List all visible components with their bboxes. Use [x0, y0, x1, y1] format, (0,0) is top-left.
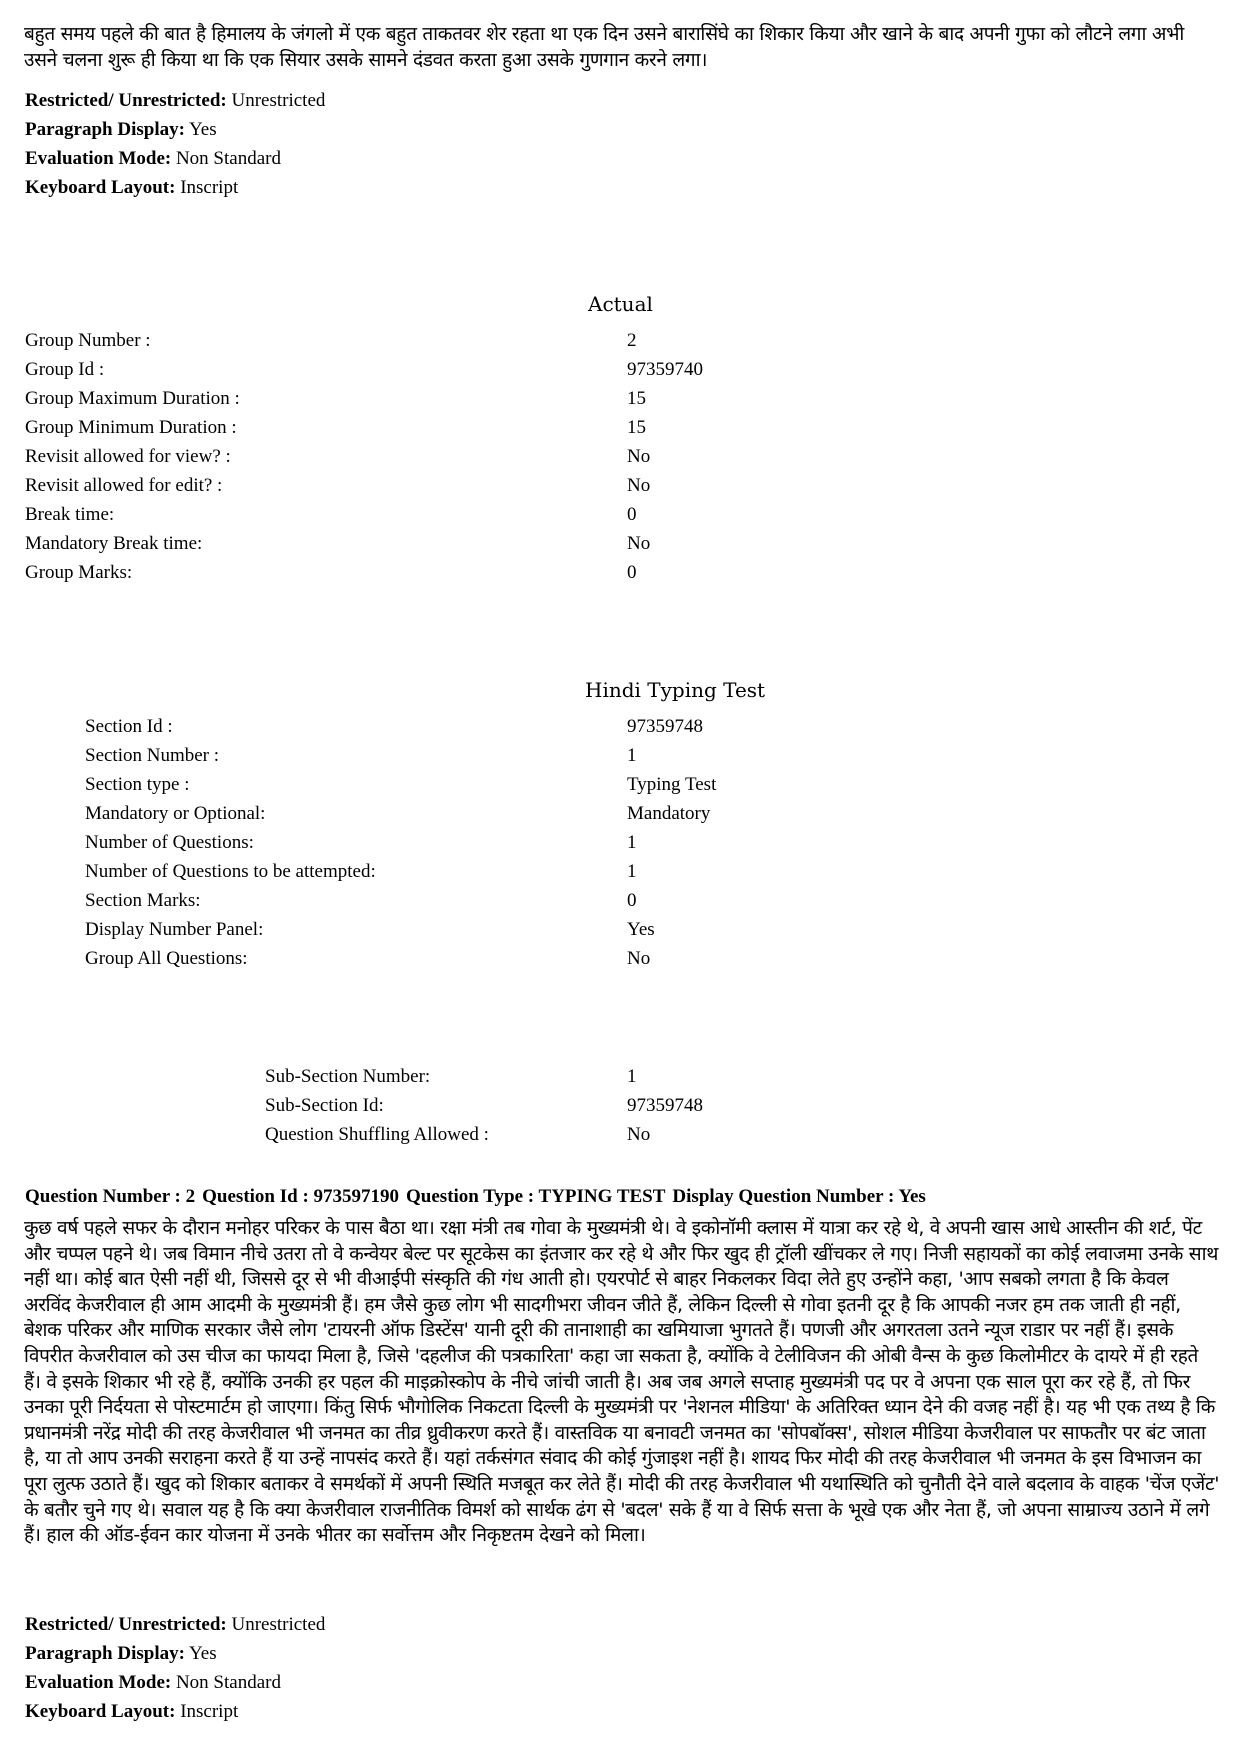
detail-row	[85, 770, 985, 799]
paragraph-display-label: Paragraph Display:	[25, 119, 185, 140]
question-header	[25, 1186, 933, 1208]
typing-passage-2: कुछ वर्ष पहले सफर के दौरान मनोहर परिकर के पास बैठा था। रक्षा मंत्री तब गोवा के मुख्यमंत्री थे। वे इकोनॉमी क्लास में यात्रा कर रहे थे, वे अपनी खास आधे आस्तीन की शर्ट, पेंट और चप्पल पहने थे। जब विमान नीचे उतरा तो वे कन्वेयर बेल्ट पर सूटकेस का इंतजार कर रहे थे और फिर खुद ही ट्रॉली खींचकर ले गए। निजी सहायकों का कोई लवाजमा उनके साथ नहीं था। कोई बात ऐसी नहीं थी, जिससे दूर से भी वीआईपी संस्कृति की गंध आती हो। एयरपोर्ट से बाहर निकलकर विदा लेते हुए उन्होंने कहा, 'आप सबको लगता है कि केवल अरविंद केजरीवाल ही आम आदमी के मुख्यमंत्री हैं। हम जैसे कुछ लोग भी सादगीभरा जीवन जीते हैं, लेकिन दिल्ली से गोवा इतनी दूर है कि आपकी नजर हम तक जाती ही नहीं, बेशक परिकर और माणिक सरकार जैसे लोग 'टायरनी ऑफ डिस्टेंस' यानी दूरी की तानाशाही का खमियाजा भुगतते हैं। पणजी और अगरतला उतने न्यूज राडार पर नहीं हैं। इसके विपरीत केजरीवाल को उस चीज का फायदा मिला है, जिसे 'दहलीज की पत्रकारिता' कहा जा सकता है, क्योंकि वे टेलीविजन की ओबी वैन्स के कुछ किलोमीटर के दायरे में ही रहते हैं। वे इसके शिकार भी रहे हैं, क्योंकि उनकी हर पहल की माइक्रोस्कोप के नीचे जांची जाती है। अब जब अगले सप्ताह मुख्यमंत्री पद पर वे अपना एक साल पूरा कर रहे हैं, तो फिर उनका पूरी निर्दयता से पोस्टमार्टम हो जाएगा। किंतु सिर्फ भौगोलिक निकटता दिल्ली के मुख्यमंत्री पर 'नेशनल मीडिया' के अतिरिक्त ध्यान देने की वजह नहीं है। यह भी एक तथ्य है कि प्रधानमंत्री नरेंद्र मोदी की तरह केजरीवाल भी जनमत का तीव्र ध्रुवीकरण करते हैं। वास्तविक या बनावटी जनमत का 'सोपबॉक्स', सोशल मीडिया केजरीवाल पर साफतौर पर बंट जाता है, या तो आप उनकी सराहना करते हैं या उन्हें नापसंद करते हैं। यहां तर्कसंगत संवाद की कोई गुंजाइश नहीं है। शायद फिर मोदी की तरह केजरीवाल भी जनमत के इस विभाजन का पूरा लुत्फ उठाते हैं। खुद को शिकार बताकर वे समर्थकों में अपनी स्थिति मजबूत कर लेते हैं। मोदी की तरह केजरीवाल भी यथास्थिति को चुनौती देने वाले बदलाव के वाहक 'चेंज एजेंट' के बतौर चुने गए थे। सवाल यह है कि क्या केजरीवाल राजनीतिक विमर्श को सार्थक ढंग से 'बदल' सके हैं या वे सिर्फ सत्ता के भूखे एक और नेता हैं, जो अपना साम्राज्य उठाने में लगे हैं। हाल की ऑड-ईवन कार योजना में उनके भीतर का सर्वोत्तम और निकृष्टतम देखने को मिला।	[24, 1217, 1220, 1547]
restricted-value: Unrestricted	[231, 1614, 326, 1635]
evaluation-mode-row	[25, 144, 325, 173]
detail-value: 2	[627, 330, 637, 351]
detail-row	[85, 799, 985, 828]
detail-value: 97359748	[627, 1095, 703, 1116]
question-number: Question Number : 2	[25, 1186, 196, 1207]
restricted-row	[25, 1610, 325, 1639]
question-id: Question Id : 973597190	[202, 1186, 400, 1207]
detail-label: Break time:	[25, 504, 115, 525]
detail-row	[85, 915, 985, 944]
keyboard-layout-value: Inscript	[180, 1701, 239, 1722]
detail-value: No	[627, 948, 651, 969]
detail-label: Group Minimum Duration :	[25, 417, 237, 438]
keyboard-layout-value: Inscript	[180, 177, 239, 198]
detail-label: Revisit allowed for view? :	[25, 446, 231, 467]
detail-value: Mandatory	[627, 803, 711, 824]
detail-value: No	[627, 1124, 651, 1145]
detail-row	[25, 442, 925, 471]
section-heading: Hindi Typing Test	[585, 678, 766, 702]
detail-row	[85, 857, 985, 886]
passage-2-settings	[25, 1610, 325, 1726]
detail-row	[85, 712, 985, 741]
detail-value: Yes	[627, 919, 655, 940]
detail-value: 97359748	[627, 716, 703, 737]
detail-row	[265, 1062, 965, 1091]
detail-label: Section Id :	[85, 716, 173, 737]
restricted-row	[25, 86, 325, 115]
paragraph-display-row	[25, 1639, 325, 1668]
keyboard-layout-label: Keyboard Layout:	[25, 177, 176, 198]
detail-value: 0	[627, 890, 637, 911]
detail-label: Number of Questions to be attempted:	[85, 861, 376, 882]
detail-value: 1	[627, 745, 637, 766]
detail-row	[25, 326, 925, 355]
passage-1-settings	[25, 86, 325, 202]
detail-label: Sub-Section Id:	[265, 1095, 384, 1116]
detail-label: Group Maximum Duration :	[25, 388, 240, 409]
detail-value: 97359740	[627, 359, 703, 380]
detail-label: Mandatory or Optional:	[85, 803, 266, 824]
detail-label: Section Number :	[85, 745, 220, 766]
detail-label: Display Number Panel:	[85, 919, 264, 940]
detail-label: Section type :	[85, 774, 190, 795]
restricted-label: Restricted/ Unrestricted:	[25, 1614, 227, 1635]
evaluation-mode-value: Non Standard	[175, 1672, 281, 1693]
display-question-number: Display Question Number : Yes	[672, 1186, 926, 1207]
detail-value: 1	[627, 832, 637, 853]
detail-value: 0	[627, 504, 637, 525]
detail-row	[25, 413, 925, 442]
question-type: Question Type : TYPING TEST	[406, 1186, 666, 1207]
detail-value: 1	[627, 1066, 637, 1087]
detail-row	[265, 1120, 965, 1149]
restricted-label: Restricted/ Unrestricted:	[25, 90, 227, 111]
evaluation-mode-label: Evaluation Mode:	[25, 1672, 172, 1693]
group-heading: Actual	[588, 292, 653, 316]
detail-value: 15	[627, 388, 646, 409]
detail-label: Sub-Section Number:	[265, 1066, 431, 1087]
paragraph-display-value: Yes	[188, 119, 217, 140]
detail-label: Section Marks:	[85, 890, 201, 911]
evaluation-mode-row	[25, 1668, 325, 1697]
detail-row	[85, 741, 985, 770]
paragraph-display-label: Paragraph Display:	[25, 1643, 185, 1664]
detail-value: No	[627, 475, 651, 496]
detail-label: Group Marks:	[25, 562, 133, 583]
evaluation-mode-value: Non Standard	[175, 148, 281, 169]
detail-label: Number of Questions:	[85, 832, 254, 853]
detail-value: 1	[627, 861, 637, 882]
keyboard-layout-label: Keyboard Layout:	[25, 1701, 176, 1722]
detail-row	[25, 355, 925, 384]
detail-row	[265, 1091, 965, 1120]
detail-row	[25, 384, 925, 413]
detail-row	[25, 500, 925, 529]
keyboard-layout-row	[25, 173, 325, 202]
detail-value: No	[627, 533, 651, 554]
paragraph-display-value: Yes	[188, 1643, 217, 1664]
detail-row	[85, 886, 985, 915]
typing-passage-1: बहुत समय पहले की बात है हिमालय के जंगलो में एक बहुत ताकतवर शेर रहता था एक दिन उसने बारासिंघे का शिकार किया और खाने के बाद अपनी गुफा को लौटने लगा अभी उसने चलना शुरू ही किया था कि एक सियार उसके सामने दंडवत करता हुआ उसके गुणगान करने लगा।	[24, 23, 1185, 71]
detail-row	[85, 828, 985, 857]
detail-value: No	[627, 446, 651, 467]
keyboard-layout-row	[25, 1697, 325, 1726]
evaluation-mode-label: Evaluation Mode:	[25, 148, 172, 169]
detail-value: Typing Test	[627, 774, 717, 795]
restricted-value: Unrestricted	[231, 90, 326, 111]
detail-value: 0	[627, 562, 637, 583]
detail-row	[85, 944, 985, 973]
detail-label: Mandatory Break time:	[25, 533, 203, 554]
detail-label: Question Shuffling Allowed :	[265, 1124, 489, 1145]
detail-value: 15	[627, 417, 646, 438]
detail-row	[25, 529, 925, 558]
detail-row	[25, 558, 925, 587]
detail-row	[25, 471, 925, 500]
detail-label: Group All Questions:	[85, 948, 248, 969]
paragraph-display-row	[25, 115, 325, 144]
detail-label: Group Id :	[25, 359, 105, 380]
detail-label: Revisit allowed for edit? :	[25, 475, 223, 496]
subsection-details-table	[265, 1062, 965, 1149]
detail-label: Group Number :	[25, 330, 151, 351]
section-details-table	[85, 712, 985, 973]
group-details-table	[25, 326, 925, 587]
